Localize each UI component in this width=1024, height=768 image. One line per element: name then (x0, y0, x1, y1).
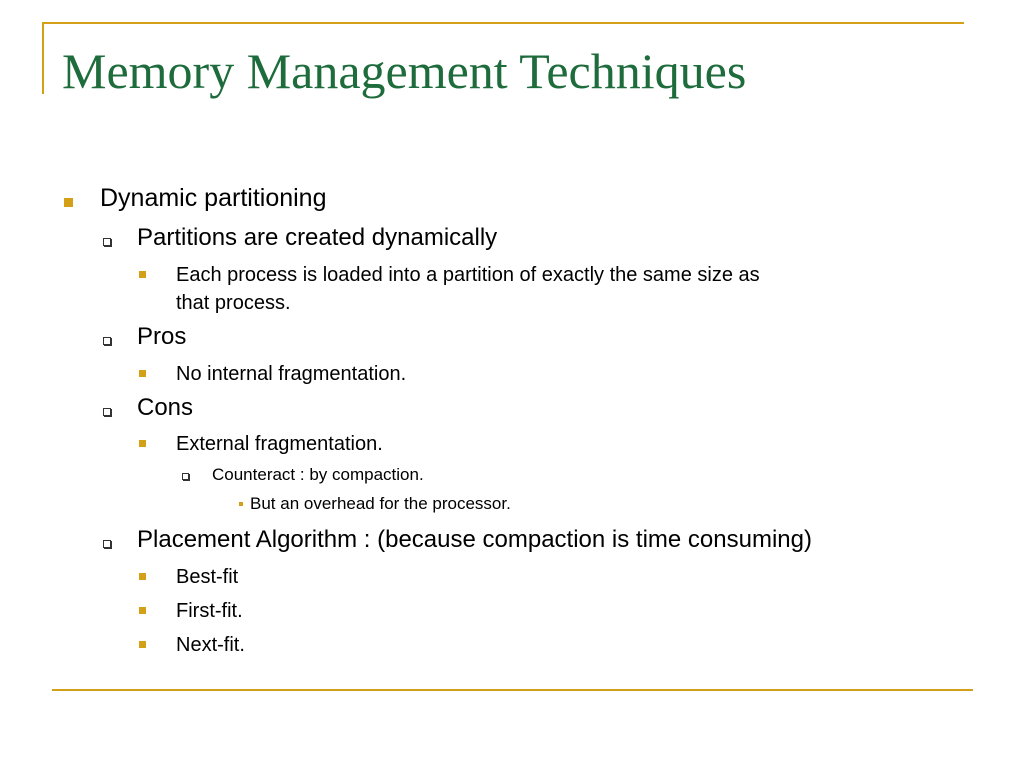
hollow-square-bullet-icon (103, 337, 111, 345)
list-item-label: Partitions are created dynamically (137, 224, 498, 251)
solid-square-bullet-icon (139, 641, 146, 648)
list-item-label: Placement Algorithm : (because compaction is time consuming) (137, 526, 812, 553)
list-item-label: First-fit. (176, 600, 243, 622)
list-item-label: Counteract : by compaction. (212, 465, 424, 484)
list-item-label-continued: that process. (176, 292, 291, 314)
list-item (137, 526, 812, 554)
list-item (250, 494, 511, 514)
list-item (176, 631, 245, 659)
solid-square-bullet-icon (139, 607, 146, 614)
small-solid-square-bullet-icon (239, 502, 243, 506)
hollow-square-bullet-icon (103, 540, 111, 548)
list-item-label: No internal fragmentation. (176, 363, 407, 385)
left-frame-line (42, 22, 44, 94)
list-item (176, 430, 383, 458)
list-item (100, 184, 327, 213)
list-item (176, 261, 760, 317)
list-item-label: Best-fit (176, 566, 239, 588)
solid-square-bullet-icon (139, 440, 146, 447)
hollow-square-bullet-icon (182, 473, 189, 480)
solid-square-bullet-icon (139, 370, 146, 377)
solid-square-bullet-icon (64, 198, 73, 207)
list-item-label: But an overhead for the processor. (250, 494, 511, 513)
list-item-label: Each process is loaded into a partition of exactly the same size as (176, 264, 760, 286)
slide-title: Memory Management Techniques (62, 43, 747, 99)
hollow-square-bullet-icon (103, 238, 111, 246)
bottom-frame-line (52, 689, 973, 691)
list-item-label: Next-fit. (176, 634, 245, 656)
list-item-label: Dynamic partitioning (100, 184, 327, 212)
list-item-label: External fragmentation. (176, 433, 383, 455)
list-item (176, 563, 238, 591)
list-item (137, 323, 186, 351)
list-item-label: Cons (137, 394, 194, 421)
hollow-square-bullet-icon (103, 408, 111, 416)
list-item (212, 465, 424, 485)
solid-square-bullet-icon (139, 573, 146, 580)
solid-square-bullet-icon (139, 271, 146, 278)
list-item (137, 224, 497, 252)
top-frame-line (42, 22, 964, 24)
list-item (176, 597, 243, 625)
list-item (137, 394, 193, 422)
list-item-label: Pros (137, 323, 187, 350)
list-item (176, 360, 406, 388)
